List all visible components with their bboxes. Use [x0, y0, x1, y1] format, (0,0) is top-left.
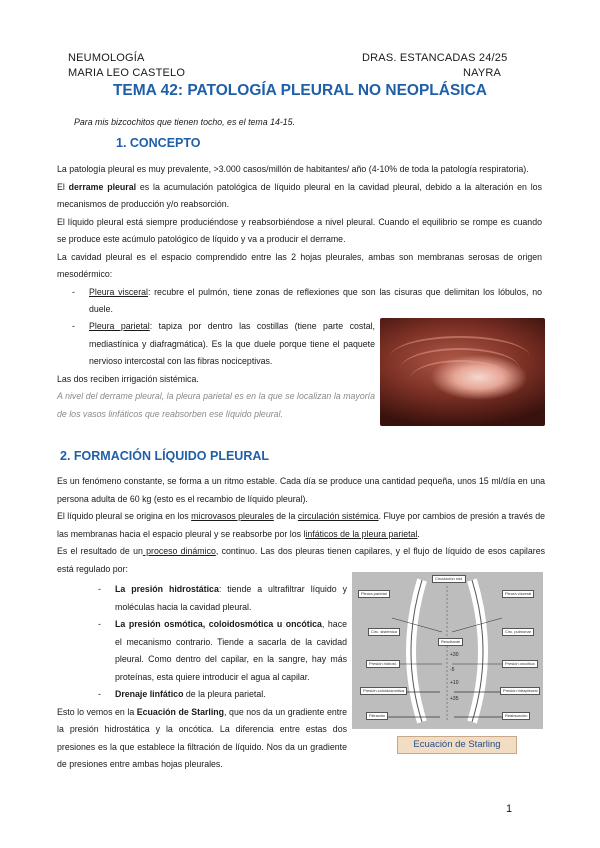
intro-note: Para mis bizcochitos que tienen tocho, es el tema 14-15.: [74, 117, 296, 127]
section-1-body-wrapped: [57, 318, 375, 423]
diagram-label: Circ. sistémica: [368, 628, 400, 636]
paragraph: Es el resultado de un proceso dinámico, continuo. Las dos pleuras tienen capilares, y el flujo de líquido de esos capilares está regulado por:: [57, 546, 545, 574]
list-item: - La presión osmótica, coloidosmótica u oncótica, hace el mecanismo contrario. Tiende a sacarla de la cavidad pleural. Como dentro del capilar, en la sangre, hay más proteínas, esta quiere introducir el agua al capilar.: [83, 616, 347, 686]
diagram-label: Pleura parietal: [358, 590, 390, 598]
diagram-number: +35: [450, 696, 459, 702]
diagram-number: +10: [450, 680, 459, 686]
paragraph: A nivel del derrame pleural, la pleura parietal es en la que se localizan la mayoría de los vasos linfáticos que reabsorben ese líquido pleural.: [57, 391, 375, 419]
section-2-heading: 2. FORMACIÓN LÍQUIDO PLEURAL: [60, 449, 270, 463]
page-title: TEMA 42: PATOLOGÍA PLEURAL NO NEOPLÁSICA: [112, 82, 488, 99]
figure-caption: Ecuación de Starling: [397, 736, 517, 754]
paragraph: El derrame pleural es la acumulación patológica de líquido pleural en la cavidad pleural, debido a la alteración en los mecanismos de producción y/o reabsorción.: [57, 181, 542, 209]
diagram-label: Filtración: [366, 712, 388, 720]
page-number: 1: [506, 803, 513, 815]
starling-diagram: [352, 572, 543, 729]
diagram-label: Circulación sist.: [432, 575, 466, 583]
paragraph: Esto lo vemos en la Ecuación de Starling, que nos da un gradiente entre la presión hidrostática y la oncótica. La diferencia entre estas dos presiones es la que establece la filtración de líquido. Nos da un gradiente de presiones entre ambas hojas pleurales.: [57, 706, 348, 769]
pleura-list: [57, 284, 542, 319]
pleura-list: [57, 318, 375, 371]
pressure-list: [83, 581, 347, 704]
section-1-heading: 1. CONCEPTO: [116, 136, 201, 150]
list-item: - Pleura parietal: tapiza por dentro las costillas (tiene parte costal, mediastínica y diafragmática). Es la que duele porque tiene el paquete nervioso intercostal con las fibras nociceptivas.: [57, 318, 375, 371]
list-item: - Drenaje linfático de la pleura parietal.: [83, 686, 347, 704]
header-course: DRAS. ESTANCADAS 24/25: [362, 52, 508, 64]
paragraph: El líquido pleural está siempre produciéndose y reabsorbiéndose a nivel pleural. Cuando el equilibrio se rompe es cuando se produce este acúmulo patológico de líquido y va a producir el derrame.: [57, 216, 542, 244]
section-2-body-wrapped: [57, 581, 347, 774]
paragraph: La cavidad pleural es el espacio comprendido entre las 2 hojas pleurales, ambas son membranas serosas de origen mesodérmico:: [57, 251, 542, 279]
paragraph: La patología pleural es muy prevalente, >3.000 casos/millón de habitantes/ año (4-10% de toda la patología respiratoria).: [57, 164, 529, 174]
diagram-label: Presión oncótica: [502, 660, 538, 668]
diagram-label: Presión hidrost.: [366, 660, 400, 668]
diagram-number: +30: [450, 652, 459, 658]
diagram-label: Circ. pulmonar: [502, 628, 534, 636]
diagram-label: Reabsorción: [502, 712, 530, 720]
thoracoscopy-photo: [380, 318, 545, 426]
diagram-label: Pleura visceral: [502, 590, 534, 598]
paragraph: Es un fenómeno constante, se forma a un ritmo estable. Cada día se produce una cantidad pequeña, unos 15 ml/día en una persona adulta de 60 kg (esto es el recambio de líquido pleural).: [57, 476, 545, 504]
diagram-label: Presión coloidosmótica: [360, 687, 407, 695]
diagram-label: Resultante: [438, 638, 463, 646]
list-item: - La presión hidrostática: tiende a ultrafiltrar líquido y moléculas hacia la cavidad pleural.: [83, 581, 347, 616]
header-nick: NAYRA: [463, 67, 502, 79]
paragraph: El líquido pleural se origina en los microvasos pleurales de la circulación sistémica. Fluye por cambios de presión a través de las membranas hacia el espacio pleural y se reabsorbe por los linfáticos de la pleura parietal.: [57, 511, 545, 539]
header-author: MARIA LEO CASTELO: [68, 67, 186, 79]
section-1-body: [57, 161, 542, 319]
section-2-body: [57, 473, 545, 578]
diagram-label: Presión intrapleural: [500, 687, 540, 695]
diagram-number: -5: [450, 667, 455, 673]
paragraph: Las dos reciben irrigación sistémica.: [57, 373, 199, 384]
list-item: - Pleura visceral: recubre el pulmón, tiene zonas de reflexiones que son las cisuras que delimitan los lóbulos, no duele.: [57, 284, 542, 319]
header-subject: NEUMOLOGÍA: [68, 52, 145, 64]
